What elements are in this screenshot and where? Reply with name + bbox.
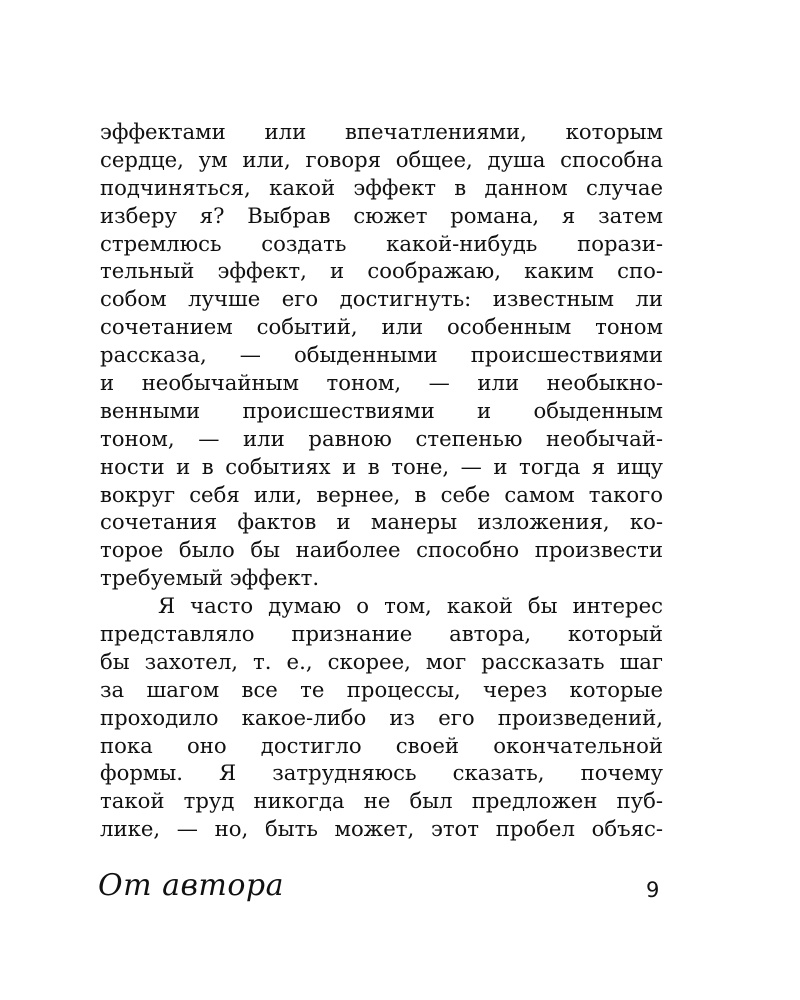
text-line: такой труд никогда не был предложен пуб- [100,788,663,814]
text-line: изберу я? Выбрав сюжет романа, я затем [100,202,663,228]
text-line: формы. Я затрудняюсь сказать, почему [100,760,663,786]
text-line: тоном, — или равною степенью необычай- [100,425,663,451]
text-line: тельный эффект, и соображаю, каким спо- [100,258,663,284]
paragraph [100,118,663,592]
text-line: сочетанием событий, или особенным тоном [100,314,663,340]
text-line: венными происшествиями и обыденным [100,397,663,423]
text-line: сердце, ум или, говоря общее, душа способна [100,146,663,172]
text-line: сочетания фактов и манеры изложения, ко- [100,509,663,535]
text-line: вокруг себя или, вернее, в себе самом такого [100,481,663,507]
text-line: эффектами или впечатлениями, которым [100,119,663,144]
text-line: рассказа, — обыденными происшествиями [100,342,663,368]
running-footer-title: От автора [98,868,285,903]
text-line: бы захотел, т. е., скорее, мог рассказать шаг [100,648,663,674]
text-line: проходило какое-либо из его произведений, [100,704,663,730]
text-line: требуемый эффект. [100,565,320,591]
text-line: представляло признание автора, который [100,621,663,647]
page-number: 9 [646,878,660,902]
text-line: Я часто думаю о том, какой бы интерес [158,593,663,619]
text-line: торое было бы наиболее способно произвести [100,537,663,563]
body-text [100,118,663,843]
text-line: собом лучше его достигнуть: известным ли [100,286,663,312]
text-line: лике, — но, быть может, этот пробел объяс- [100,816,663,842]
paragraph [100,592,663,843]
text-line: пока оно достигло своей окончательной [100,732,663,758]
text-line: за шагом все те процессы, через которые [100,676,663,702]
text-line: и необычайным тоном, — или необыкно- [100,370,663,396]
text-line: ности и в событиях и в тоне, — и тогда я ищу [100,453,663,479]
text-line: подчиняться, какой эффект в данном случае [100,174,663,200]
text-line: стремлюсь создать какой-нибудь порази- [100,230,663,256]
